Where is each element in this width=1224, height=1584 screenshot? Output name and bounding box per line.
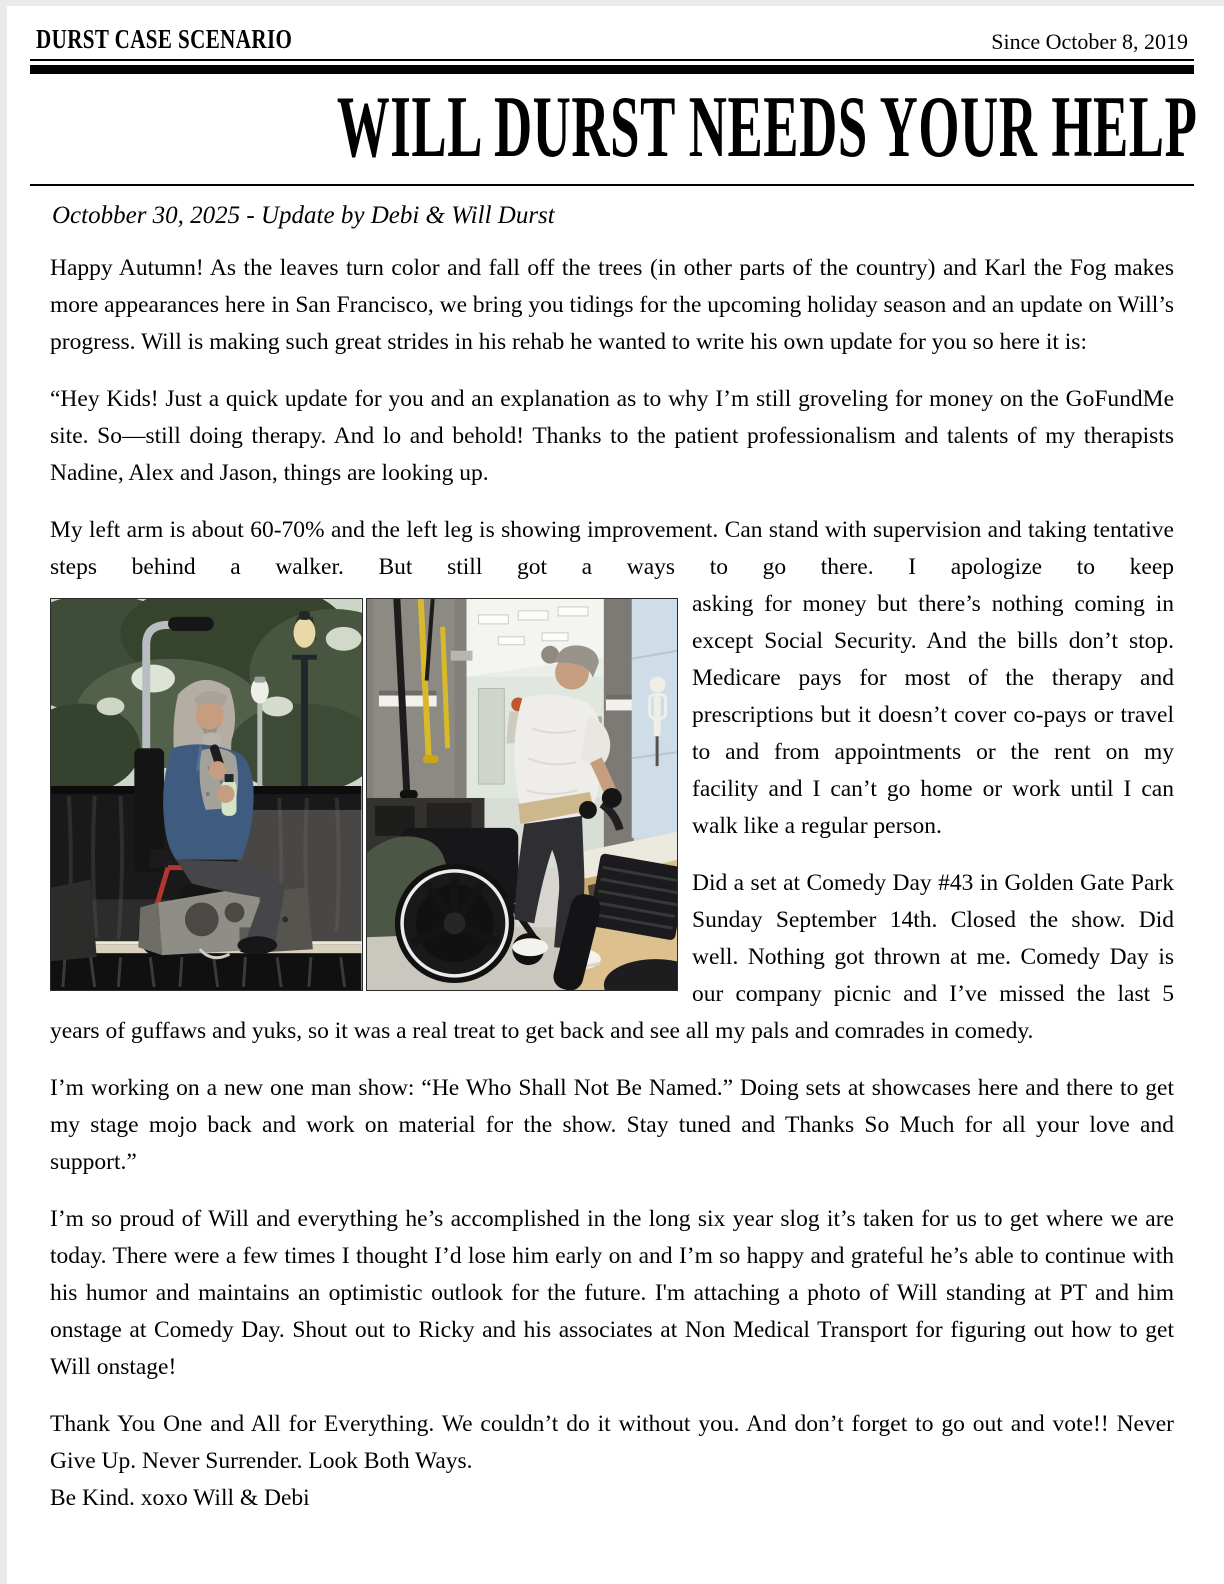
paragraph-new-show: I’m working on a new one man show: “He Who Shall Not Be Named.” Doing sets at showcases here and there to get my stage mojo back and work on material for the show. Stay tuned and Thanks So Much for all your love and support.”: [50, 1075, 1174, 1175]
paragraph-debi-note: I’m so proud of Will and everything he’s accomplished in the long six year slog it’s taken for us to get where we are today. There were a few times I thought I’d lose him early on and I’m so happy and grateful he’s able to continue with his humor and maintains an optimistic outlook for the future. I'm attaching a photo of Will standing at PT and him onstage at Comedy Day. Shout out to Ricky and his associates at Non Medical Transport for figuring out how to get Will onstage!: [50, 1206, 1174, 1380]
masthead-rule: [30, 59, 1194, 61]
masthead: [36, 24, 1188, 55]
masthead-title: DURST CASE SCENARIO: [36, 24, 293, 54]
headline-rule: [30, 184, 1194, 186]
comedy-day-stage-photo: [50, 598, 363, 991]
comedy-day-stage-illustration: [51, 599, 362, 990]
headline-text: WILL DURST NEEDS YOUR HELP: [336, 79, 1198, 176]
masthead-date: Since October 8, 2019: [991, 29, 1188, 54]
paragraph-will-update: “Hey Kids! Just a quick update for you and an explanation as to why I’m still groveling for money on the GoFundMe site. So—still doing therapy. And lo and behold! Thanks to the patient professionalism and talents of my therapists Nadine, Alex and Jason, things are looking up.: [50, 386, 1174, 486]
pt-session-illustration: [367, 599, 678, 990]
closing-thanks: Thank You One and All for Everything. We couldn’t do it without you. And don’t forget to go out and vote!! Never Give Up. Never Surrender. Look Both Ways.: [50, 1411, 1174, 1474]
paragraph-closing: [50, 1406, 1174, 1517]
dateline: Octobber 30, 2025 - Update by Debi & Will Durst: [52, 202, 555, 229]
headline: [50, 79, 1198, 178]
masthead-thick-bar: [30, 65, 1194, 74]
article-body: [50, 250, 1174, 1517]
paragraph-rehab-lead: My left arm is about 60-70% and the left leg is showing improvement. Can stand with supervision and taking tentative steps behind a walker. But still got a ways to go there. I apologize to keep: [50, 517, 1174, 580]
paragraph-rehab-wrap: asking for money but there’s nothing coming in except Social Security. And the bills don’t stop. Medicare pays for most of the therapy and prescriptions but it doesn’t cover co-pays or travel to and from appointments or the rent on my facility and I can’t go home or work until I can walk like a regular person.: [692, 591, 1174, 839]
paragraph-comedy-day: Did a set at Comedy Day #43 in Golden Gate Park Sunday September 14th. Closed the show. Did well. Nothing got thrown at me. Comedy Day is our company picnic and I’ve missed the last 5 years of guffaws and yuks, so it was a real treat to get back and see all my pals and comrades in comedy.: [50, 870, 1174, 1044]
closing-signoff: Be Kind. xoxo Will & Debi: [50, 1485, 310, 1511]
paragraph-intro: Happy Autumn! As the leaves turn color and fall off the trees (in other parts of the country) and Karl the Fog makes more appearances here in San Francisco, we bring you tidings for the upcoming holiday season and an update on Will’s progress. Will is making such great strides in his rehab he wanted to write his own update for you so here it is:: [50, 255, 1174, 355]
photo-pair: [50, 598, 678, 991]
pt-session-photo: [366, 598, 679, 991]
